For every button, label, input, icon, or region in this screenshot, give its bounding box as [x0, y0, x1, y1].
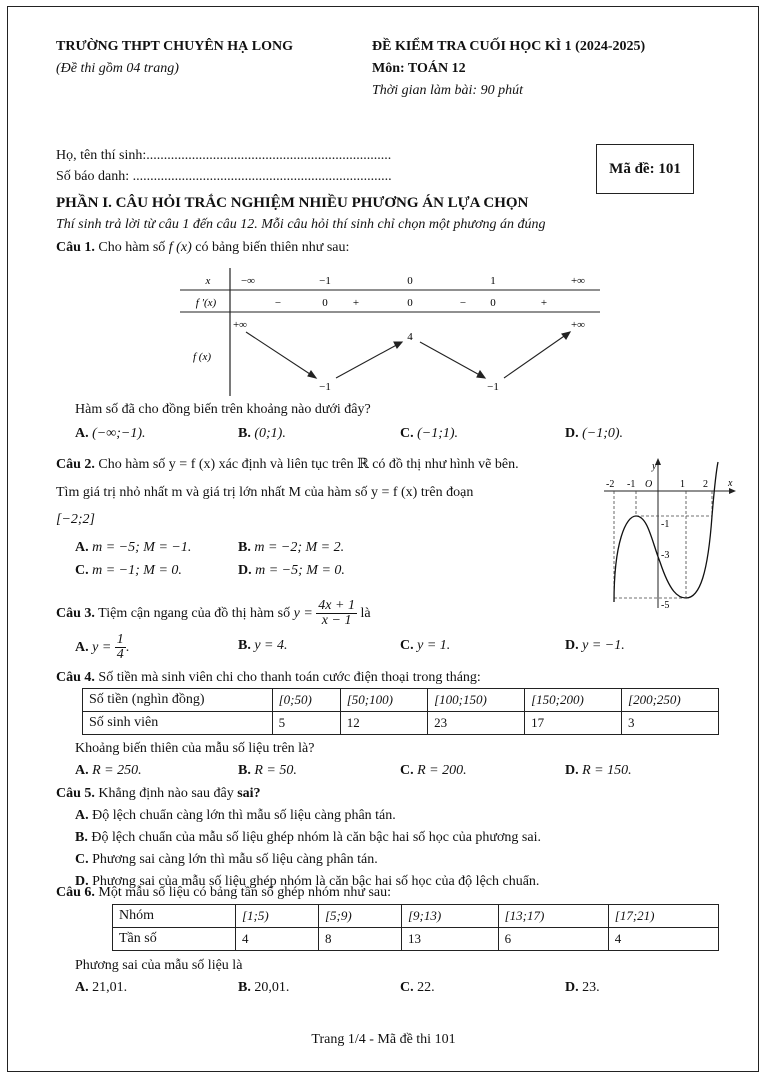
q1-label: Câu 1. — [56, 240, 95, 255]
option-text: Phương sai càng lớn thì mẫu số liệu càng phân tán. — [92, 852, 378, 867]
q2-option-a[interactable] — [75, 540, 191, 556]
vt-f-1: 4 — [407, 331, 413, 343]
vt-x-0: −∞ — [240, 275, 256, 287]
part-title: PHẦN I. CÂU HỎI TRẮC NGHIỆM NHIỀU PHƯƠNG ÁN LỰA CHỌN — [56, 195, 529, 211]
q6-option-a[interactable] — [75, 980, 127, 996]
q2-option-d[interactable] — [238, 563, 345, 579]
option-letter: D. — [565, 426, 579, 441]
school-name: TRƯỜNG THPT CHUYÊN HẠ LONG — [56, 39, 293, 54]
candidate-id: Số báo danh: .......................................................................... — [56, 169, 392, 184]
q4-label: Câu 4. — [56, 670, 95, 685]
q3-stem — [56, 596, 371, 632]
option-letter: A. — [75, 426, 89, 441]
q5-option-a[interactable] — [75, 808, 396, 824]
vt-fp-4: − — [459, 297, 467, 309]
q6-table — [112, 904, 719, 951]
q3-option-c[interactable] — [400, 638, 450, 654]
q5-option-b[interactable] — [75, 830, 541, 846]
q2-line1 — [56, 456, 519, 473]
table-cell: 8 — [319, 928, 402, 951]
table-cell: 3 — [622, 712, 719, 735]
option-text: m = −5; M = −1. — [92, 540, 192, 555]
table-cell: 23 — [428, 712, 525, 735]
q4-question: Khoảng biến thiên của mẫu số liệu trên là? — [75, 741, 315, 756]
table-cell: 4 — [236, 928, 319, 951]
q5-stem — [56, 786, 261, 802]
option-letter: C. — [75, 852, 89, 867]
frac-num: 1 — [116, 632, 124, 648]
vt-fp-3: 0 — [407, 297, 413, 309]
q6-option-b[interactable] — [238, 980, 289, 996]
vt-f-0: +∞ — [232, 319, 248, 331]
q4-text: Số tiền mà sinh viên chi cho thanh toán cước điện thoại trong tháng: — [98, 670, 481, 685]
q4-stem — [56, 670, 481, 686]
q1-fx: f (x) — [168, 240, 192, 255]
table-cell: [13;17) — [498, 905, 608, 928]
vt-fp-label: f ′(x) — [195, 297, 217, 309]
q3-text-b: là — [360, 606, 371, 621]
table-cell: 6 — [498, 928, 608, 951]
table-cell: 17 — [525, 712, 622, 735]
vt-f-2: +∞ — [570, 319, 586, 331]
page-footer: Trang 1/4 - Mã đề thi 101 — [311, 1032, 456, 1047]
option-text: (−∞;−1). — [92, 426, 146, 441]
q6-question: Phương sai của mẫu số liệu là — [75, 958, 243, 973]
table-cell: Nhóm — [113, 905, 236, 928]
vt-f-label: f (x) — [192, 351, 212, 363]
vt-fp-2: + — [352, 297, 360, 309]
part-instruction: Thí sinh trả lời từ câu 1 đến câu 12. Mỗi câu hỏi thí sinh chỉ chọn một phương án đúng — [56, 217, 546, 232]
option-letter: B. — [238, 980, 251, 995]
option-letter: C. — [400, 980, 414, 995]
q6-option-c[interactable] — [400, 980, 435, 996]
option-letter: D. — [75, 874, 89, 889]
option-text: m = −5; M = 0. — [255, 563, 345, 578]
q4-option-c[interactable] — [400, 763, 467, 779]
option-letter: C. — [75, 563, 89, 578]
option-letter: C. — [400, 426, 414, 441]
exam-time: Thời gian làm bài: 90 phút — [372, 83, 523, 98]
option-text: 21,01. — [92, 980, 128, 995]
q3-text-a: Tiệm cận ngang của đồ thị hàm số — [98, 606, 291, 621]
option-letter: D. — [565, 980, 579, 995]
q4-table — [82, 688, 719, 735]
q2-option-c[interactable] — [75, 563, 182, 579]
table-cell: Số tiền (nghìn đồng) — [83, 689, 273, 712]
vt-x-label: x — [205, 275, 211, 287]
table-row — [83, 689, 719, 712]
option-text-post: . — [125, 640, 130, 655]
table-cell: 4 — [608, 928, 718, 951]
graph-y-label: y — [652, 461, 657, 472]
option-text: R = 200. — [417, 763, 467, 778]
graph-y-tick-m3: -3 — [661, 550, 670, 561]
q2-label: Câu 2. — [56, 457, 95, 472]
option-letter: A. — [75, 808, 89, 823]
q3-option-d[interactable] — [565, 638, 625, 654]
exam-title: ĐỀ KIỂM TRA CUỐI HỌC KÌ 1 (2024-2025) — [372, 39, 646, 54]
option-text: (−1;1). — [417, 426, 459, 441]
option-text: y = −1. — [582, 638, 625, 653]
q1-stem — [56, 240, 349, 256]
table-cell: [0;50) — [272, 689, 340, 712]
q6-label: Câu 6. — [56, 885, 95, 900]
option-text: Độ lệch chuẩn của mẫu số liệu ghép nhóm là căn bậc hai số học của phương sai. — [91, 830, 541, 845]
q3-option-a-fraction — [115, 633, 126, 662]
vt-f-3: −1 — [319, 381, 331, 393]
graph-y-tick-m5: -5 — [661, 600, 670, 611]
table-cell: [9;13) — [402, 905, 499, 928]
option-text: Độ lệch chuẩn càng lớn thì mẫu số liệu càng phân tán. — [92, 808, 396, 823]
q2-option-b[interactable] — [238, 540, 344, 556]
candidate-name: Họ, tên thí sinh:...................................................................... — [56, 148, 392, 163]
option-letter: B. — [238, 763, 251, 778]
table-cell: [200;250) — [622, 689, 719, 712]
graph-x-tick-1: 1 — [680, 479, 685, 490]
option-text: y = 4. — [254, 638, 288, 653]
table-cell: [1;5) — [236, 905, 319, 928]
q3-fraction — [316, 599, 357, 628]
option-text: m = −1; M = 0. — [92, 563, 182, 578]
table-cell: [150;200) — [525, 689, 622, 712]
option-text: R = 150. — [582, 763, 632, 778]
table-cell: [50;100) — [340, 689, 427, 712]
q3-option-a[interactable] — [75, 630, 129, 666]
option-letter: A. — [75, 980, 89, 995]
table-cell: 13 — [402, 928, 499, 951]
option-letter: C. — [400, 638, 414, 653]
graph-origin: O — [645, 479, 653, 490]
option-text: 23. — [582, 980, 600, 995]
option-text: m = −2; M = 2. — [254, 540, 345, 555]
table-cell: [17;21) — [608, 905, 718, 928]
option-letter: B. — [238, 638, 251, 653]
graph-x-tick-2: 2 — [703, 479, 708, 490]
option-letter: C. — [400, 763, 414, 778]
vt-fp-6: + — [540, 297, 548, 309]
variation-table — [180, 268, 600, 396]
option-letter: D. — [565, 763, 579, 778]
q1-question: Hàm số đã cho đồng biến trên khoảng nào dưới đây? — [75, 402, 371, 417]
q1-text-a: Cho hàm số — [98, 240, 166, 255]
q3-num: 4x + 1 — [318, 598, 355, 614]
subject: Môn: TOÁN 12 — [372, 61, 466, 76]
table-cell: Số sinh viên — [83, 712, 273, 735]
graph-x-tick-m2: -2 — [606, 479, 615, 490]
exam-code-box — [596, 144, 694, 194]
option-letter: D. — [238, 563, 252, 578]
q5-label: Câu 5. — [56, 786, 95, 801]
q1-option-a[interactable] — [75, 426, 146, 442]
graph-x-label: x — [728, 478, 733, 489]
table-cell: 12 — [340, 712, 427, 735]
q4-option-b[interactable] — [238, 763, 297, 779]
vt-f-4: −1 — [487, 381, 499, 393]
vt-x-4: +∞ — [570, 275, 586, 287]
vt-fp-1: 0 — [322, 297, 328, 309]
exam-code: Mã đề: 101 — [609, 160, 681, 177]
graph-y-tick-m1: -1 — [661, 519, 670, 530]
q3-option-b[interactable] — [238, 638, 288, 654]
q6-option-d[interactable] — [565, 980, 600, 996]
option-text: R = 250. — [92, 763, 142, 778]
option-text: 20,01. — [254, 980, 290, 995]
q1-text-b: có bảng biến thiên như sau: — [195, 240, 350, 255]
q1-option-c[interactable] — [400, 426, 458, 442]
graph-x-tick-m1: -1 — [627, 479, 636, 490]
q3-label: Câu 3. — [56, 606, 95, 621]
q2-line1-text: Cho hàm số y = f (x) xác định và liên tục trên ℝ có đồ thị như hình vẽ bên. — [98, 457, 519, 472]
option-text: Phương sai của mẫu số liệu ghép nhóm là căn bậc hai số học của độ lệch chuẩn. — [92, 874, 540, 889]
vt-fp-5: 0 — [490, 297, 496, 309]
option-letter: A. — [75, 763, 89, 778]
vt-fp-0: − — [274, 297, 282, 309]
q6-text: Một mẫu số liệu có bảng tần số ghép nhóm như sau: — [98, 885, 392, 900]
table-cell: [100;150) — [428, 689, 525, 712]
q1-option-d[interactable] — [565, 426, 623, 442]
vt-x-2: 0 — [407, 275, 413, 287]
table-cell: Tần số — [113, 928, 236, 951]
option-text: R = 50. — [254, 763, 297, 778]
option-text: 22. — [417, 980, 435, 995]
option-text: y = — [92, 640, 112, 655]
option-letter: D. — [565, 638, 579, 653]
pages-note: (Đề thi gồm 04 trang) — [56, 61, 179, 76]
table-row — [83, 712, 719, 735]
q6-stem — [56, 885, 391, 901]
q2-line3: [−2;2] — [56, 512, 96, 527]
q5-option-c[interactable] — [75, 852, 378, 868]
option-letter: A. — [75, 540, 89, 555]
option-text: (−1;0). — [582, 426, 624, 441]
function-graph — [600, 452, 740, 612]
q1-option-b[interactable] — [238, 426, 286, 442]
q3-y-eq: y = — [293, 606, 313, 621]
q5-text: Khẳng định nào sau đây — [98, 786, 234, 801]
table-cell: 5 — [272, 712, 340, 735]
option-letter: A. — [75, 640, 89, 655]
table-row — [113, 905, 719, 928]
q5-emph: sai? — [237, 786, 261, 801]
option-letter: B. — [238, 540, 251, 555]
table-cell: [5;9) — [319, 905, 402, 928]
q3-den: x − 1 — [321, 613, 352, 629]
q4-option-d[interactable] — [565, 763, 632, 779]
frac-den: 4 — [116, 647, 124, 663]
vt-x-1: −1 — [319, 275, 331, 287]
option-letter: B. — [75, 830, 88, 845]
option-text: (0;1). — [254, 426, 286, 441]
q2-line2: Tìm giá trị nhỏ nhất m và giá trị lớn nhất M của hàm số y = f (x) trên đoạn — [56, 485, 474, 500]
vt-x-3: 1 — [490, 275, 496, 287]
option-letter: B. — [238, 426, 251, 441]
table-row — [113, 928, 719, 951]
q4-option-a[interactable] — [75, 763, 142, 779]
option-text: y = 1. — [417, 638, 451, 653]
